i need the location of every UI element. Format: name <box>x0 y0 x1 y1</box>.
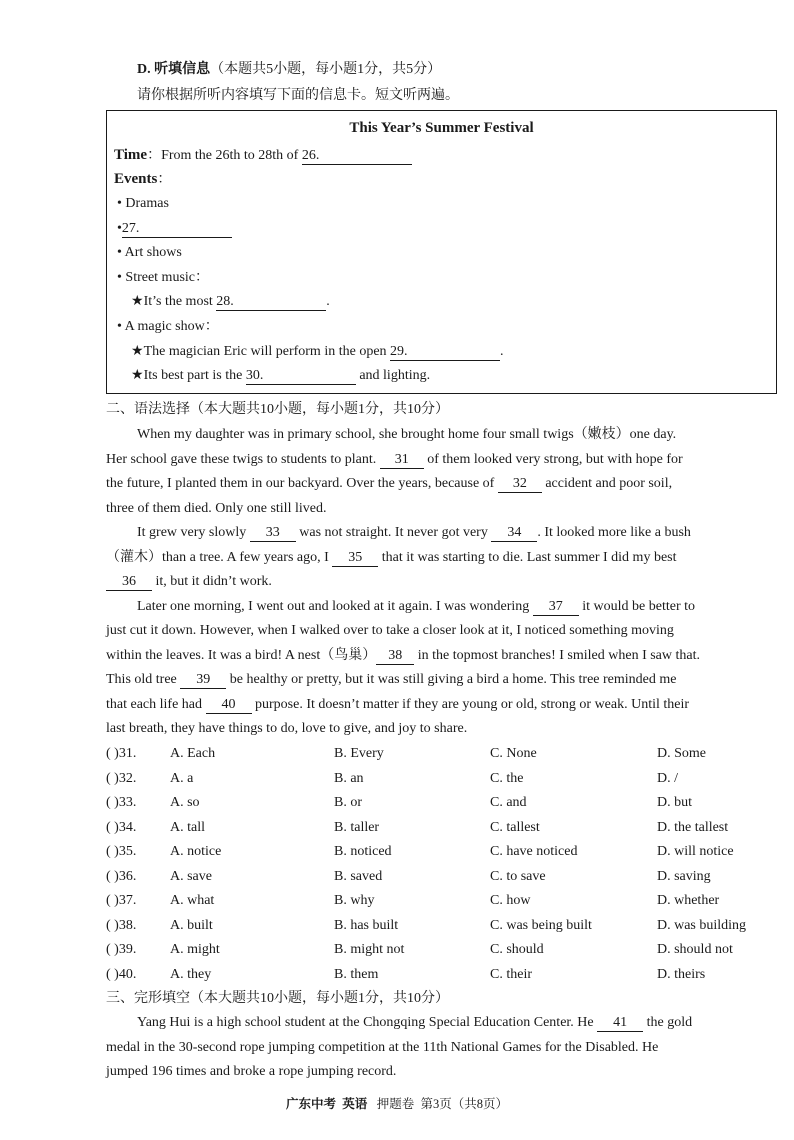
street-sub-end: . <box>326 294 330 309</box>
section-2-heading: 二、语法选择（本大题共10小题，每小题1分，共10分） <box>106 402 449 417</box>
street-sub <box>131 292 330 312</box>
bullet-icon: • <box>117 196 122 211</box>
blank-41[interactable]: 41 <box>597 1015 643 1032</box>
option-b[interactable]: B. or <box>334 795 362 810</box>
star-icon: ★ <box>131 344 144 359</box>
option-row <box>106 891 786 911</box>
time-colon: ： <box>147 148 162 163</box>
option-a[interactable]: A. tall <box>170 819 205 835</box>
passage-line-13: last breath, they have things to do, love to give, and joy to share. <box>106 721 468 736</box>
option-a[interactable]: A. so <box>170 795 200 810</box>
blank-28[interactable]: 28. <box>216 294 326 311</box>
blank-35[interactable]: 35 <box>332 550 378 567</box>
info-card-title: This Year’s Summer Festival <box>349 120 534 136</box>
section-d-heading <box>137 60 441 80</box>
option-c[interactable]: C. tallest <box>490 819 540 835</box>
blank-30[interactable]: 30. <box>246 368 356 385</box>
option-a[interactable]: A. notice <box>170 844 222 859</box>
blank-27[interactable]: 27. <box>122 221 232 238</box>
option-c[interactable]: C. and <box>490 795 527 810</box>
magic-sub-1 <box>131 342 504 362</box>
question-number[interactable]: ( )40. <box>106 966 137 982</box>
option-row <box>106 842 786 862</box>
footer-page: 第3页（共8页） <box>420 1097 508 1111</box>
events-label: Events <box>114 171 158 187</box>
option-row <box>106 965 786 985</box>
option-c[interactable]: C. should <box>490 942 544 957</box>
option-b[interactable]: B. an <box>334 770 364 786</box>
blank-31[interactable]: 31 <box>380 452 424 469</box>
time-line <box>114 145 412 166</box>
section-d-instruction: 请你根据所听内容填写下面的信息卡。短文听两遍。 <box>137 88 459 103</box>
street-sub-text: It’s the most <box>143 294 217 309</box>
question-number[interactable]: ( )39. <box>106 942 137 957</box>
option-c[interactable]: C. have noticed <box>490 844 578 859</box>
cloze-line-1: Yang Hui is a high school student at the Chongqing Special Education Center. He 41 the gold <box>137 1015 693 1030</box>
events-colon: ： <box>157 172 172 187</box>
event-item-27 <box>117 219 232 239</box>
star-icon: ★ <box>131 294 144 309</box>
magic-sub-1-end: . <box>500 344 504 359</box>
events-line <box>114 169 171 190</box>
section-3-heading: 三、完形填空（本大题共10小题，每小题1分，共10分） <box>106 991 449 1006</box>
option-d[interactable]: D. theirs <box>657 966 706 982</box>
passage-line-11: This old tree 39 be healthy or pretty, but it was still giving a bird a home. This tree reminded me <box>106 672 677 687</box>
option-a[interactable]: A. a <box>170 770 194 786</box>
star-icon: ★ <box>131 368 144 383</box>
magic-sub-1-text: The magician Eric will perform in the open <box>143 344 391 359</box>
blank-26[interactable]: 26. <box>302 148 412 165</box>
blank-32[interactable]: 32 <box>498 476 542 493</box>
blank-37[interactable]: 37 <box>533 599 579 616</box>
blank-36[interactable]: 36 <box>106 574 152 591</box>
option-a[interactable]: A. might <box>170 942 220 957</box>
event-street-text: Street music： <box>125 270 210 285</box>
bullet-icon: • <box>117 221 122 236</box>
option-c[interactable]: C. the <box>490 770 524 786</box>
option-c[interactable]: C. None <box>490 746 537 761</box>
blank-40[interactable]: 40 <box>206 697 252 714</box>
event-magic-text: A magic show： <box>124 319 219 334</box>
section-d-title: 听填信息 <box>154 62 211 77</box>
passage-line-1: When my daughter was in primary school, she brought home four small twigs（嫩枝）one day. <box>137 427 677 442</box>
option-c[interactable]: C. how <box>490 893 531 908</box>
cloze-line-2: medal in the 30-second rope jumping competition at the 11th National Games for the Disabled. He <box>106 1040 659 1055</box>
info-card <box>106 110 777 394</box>
question-number[interactable]: ( )37. <box>106 893 137 908</box>
option-a[interactable]: A. they <box>170 966 212 982</box>
option-d[interactable]: D. should not <box>657 942 733 957</box>
section-d-score: （本题共5小题，每小题1分，共5分） <box>210 62 442 77</box>
option-b[interactable]: B. has built <box>334 917 399 933</box>
magic-sub-2-text: Its best part is the <box>143 368 246 383</box>
option-b[interactable]: B. saved <box>334 868 383 884</box>
bullet-icon: • <box>117 270 122 285</box>
event-item-street <box>117 268 209 288</box>
question-number[interactable]: ( )38. <box>106 917 137 933</box>
option-b[interactable]: B. them <box>334 966 379 982</box>
option-row <box>106 940 786 960</box>
blank-33[interactable]: 33 <box>250 525 296 542</box>
option-row <box>106 867 786 887</box>
blank-38[interactable]: 38 <box>376 648 414 665</box>
question-number[interactable]: ( )34. <box>106 819 137 835</box>
passage-line-10: within the leaves. It was a bird! A nest（鸟巢） 38 in the topmost branches! I smiled when I saw that. <box>106 648 701 663</box>
passage-line-7: 36 it, but it didn’t work. <box>106 572 272 592</box>
magic-sub-2 <box>131 366 430 386</box>
option-b[interactable]: B. noticed <box>334 844 392 859</box>
option-d[interactable]: D. saving <box>657 868 711 884</box>
question-number[interactable]: ( )31. <box>106 746 137 761</box>
option-a[interactable]: A. what <box>170 893 215 908</box>
question-number[interactable]: ( )32. <box>106 770 137 786</box>
section-d-letter: D. <box>137 62 155 77</box>
event-item-dramas <box>117 194 169 214</box>
option-d[interactable]: D. / <box>657 770 678 786</box>
option-c[interactable]: C. was being built <box>490 917 592 933</box>
option-b[interactable]: B. taller <box>334 819 380 835</box>
passage-line-2: Her school gave these twigs to students to plant. 31 of them looked very strong, but with hope for <box>106 452 683 467</box>
bullet-icon: • <box>117 319 122 334</box>
passage-line-8: Later one morning, I went out and looked at it again. I was wondering 37 it would be better to <box>137 599 696 614</box>
passage-line-12: that each life had 40 purpose. It doesn’t matter if they are young or old, strong or weak. Until their <box>106 697 690 712</box>
option-d[interactable]: D. but <box>657 795 692 810</box>
blank-34[interactable]: 34 <box>491 525 537 542</box>
blank-39[interactable]: 39 <box>180 672 226 689</box>
option-c[interactable]: C. to save <box>490 868 546 884</box>
option-b[interactable]: B. might not <box>334 942 405 957</box>
footer-paper: 押题卷 <box>376 1097 415 1111</box>
option-b[interactable]: B. why <box>334 893 375 908</box>
option-d[interactable]: D. was building <box>657 917 747 933</box>
event-item-art <box>117 243 182 263</box>
question-number[interactable]: ( )33. <box>106 795 137 810</box>
option-d[interactable]: D. whether <box>657 893 720 908</box>
option-row <box>106 818 786 838</box>
passage-line-9: just cut it down. However, when I walked over to take a closer look at it, I noticed something moving <box>106 623 674 638</box>
option-d[interactable]: D. Some <box>657 746 706 761</box>
event-art-text: Art shows <box>124 245 182 260</box>
option-row <box>106 744 786 764</box>
question-number[interactable]: ( )35. <box>106 844 137 859</box>
time-label: Time <box>114 147 148 163</box>
option-c[interactable]: C. their <box>490 966 532 982</box>
blank-29[interactable]: 29. <box>390 344 500 361</box>
option-d[interactable]: D. will notice <box>657 844 734 859</box>
event-item-magic <box>117 317 219 337</box>
passage-line-4: three of them died. Only one still lived. <box>106 501 327 516</box>
time-text: From the 26th to 28th of <box>161 148 302 163</box>
option-row <box>106 916 786 936</box>
cloze-line-3: jumped 196 times and broke a rope jumping record. <box>106 1064 397 1079</box>
magic-sub-2-end: and lighting. <box>355 368 431 383</box>
option-a[interactable]: A. Each <box>170 746 216 761</box>
page-footer <box>0 1094 794 1112</box>
option-row <box>106 793 786 813</box>
passage-line-6: （灌木）than a tree. A few years ago, I 35 that it was starting to die. Last summer I did my best <box>106 550 677 565</box>
footer-brand: 广东中考 <box>286 1097 337 1111</box>
option-a[interactable]: A. save <box>170 868 212 884</box>
question-number[interactable]: ( )36. <box>106 868 137 884</box>
event-dramas-text: Dramas <box>125 196 169 211</box>
passage-line-5: It grew very slowly 33 was not straight. It never got very 34 . It looked more like a bush <box>137 525 691 540</box>
passage-line-3: the future, I planted them in our backyard. Over the years, because of 32 accident and poor soil, <box>106 476 673 491</box>
option-a[interactable]: A. built <box>170 917 213 933</box>
option-d[interactable]: D. the tallest <box>657 819 729 835</box>
footer-subject: 英语 <box>342 1097 368 1111</box>
bullet-icon: • <box>117 245 122 260</box>
option-b[interactable]: B. Every <box>334 746 384 761</box>
option-row <box>106 769 786 789</box>
